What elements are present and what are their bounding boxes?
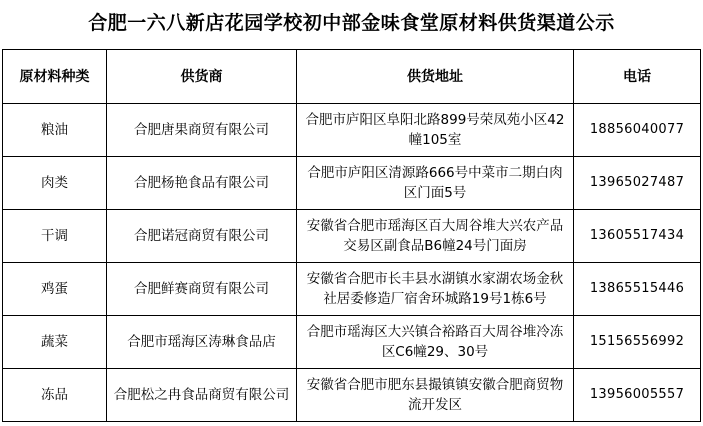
cell-category: 蔬菜	[3, 316, 107, 369]
cell-address: 安徽省合肥市长丰县水湖镇水家湖农场金秋社居委修造厂宿舍环城路19号1栋6号	[297, 263, 574, 316]
cell-address: 合肥市庐阳区清源路666号中菜市二期白肉区门面5号	[297, 157, 574, 210]
supply-table	[2, 49, 701, 422]
cell-address: 安徽省合肥市肥东县撮镇镇安徽合肥商贸物流开发区	[297, 369, 574, 422]
cell-category: 冻品	[3, 369, 107, 422]
table-row	[3, 157, 701, 210]
cell-address: 安徽省合肥市瑶海区百大周谷堆大兴农产品交易区副食品B6幢24号门面房	[297, 210, 574, 263]
cell-phone: 13956005557	[574, 369, 701, 422]
table-row	[3, 210, 701, 263]
page-title: 合肥一六八新店花园学校初中部金味食堂原材料供货渠道公示	[88, 12, 615, 34]
cell-category: 干调	[3, 210, 107, 263]
table-row	[3, 369, 701, 422]
table-row	[3, 316, 701, 369]
cell-phone: 13865515446	[574, 263, 701, 316]
cell-address: 合肥市庐阳区阜阳北路899号荣凤苑小区42幢105室	[297, 104, 574, 157]
cell-category: 鸡蛋	[3, 263, 107, 316]
table-header-row	[3, 50, 701, 104]
header-supplier: 供货商	[107, 50, 297, 104]
cell-supplier: 合肥诺冠商贸有限公司	[107, 210, 297, 263]
cell-phone: 15156556992	[574, 316, 701, 369]
cell-phone: 13605517434	[574, 210, 701, 263]
cell-phone: 13965027487	[574, 157, 701, 210]
cell-supplier: 合肥唐果商贸有限公司	[107, 104, 297, 157]
cell-phone: 18856040077	[574, 104, 701, 157]
cell-supplier: 合肥鲜赛商贸有限公司	[107, 263, 297, 316]
cell-supplier: 合肥杨艳食品有限公司	[107, 157, 297, 210]
cell-address: 合肥市瑶海区大兴镇合裕路百大周谷堆冷冻区C6幢29、30号	[297, 316, 574, 369]
header-category: 原材料种类	[3, 50, 107, 104]
cell-supplier: 合肥市瑶海区涛琳食品店	[107, 316, 297, 369]
cell-category: 粮油	[3, 104, 107, 157]
table-row	[3, 263, 701, 316]
table-row	[3, 104, 701, 157]
header-phone: 电话	[574, 50, 701, 104]
cell-supplier: 合肥松之冉食品商贸有限公司	[107, 369, 297, 422]
cell-category: 肉类	[3, 157, 107, 210]
header-address: 供货地址	[297, 50, 574, 104]
